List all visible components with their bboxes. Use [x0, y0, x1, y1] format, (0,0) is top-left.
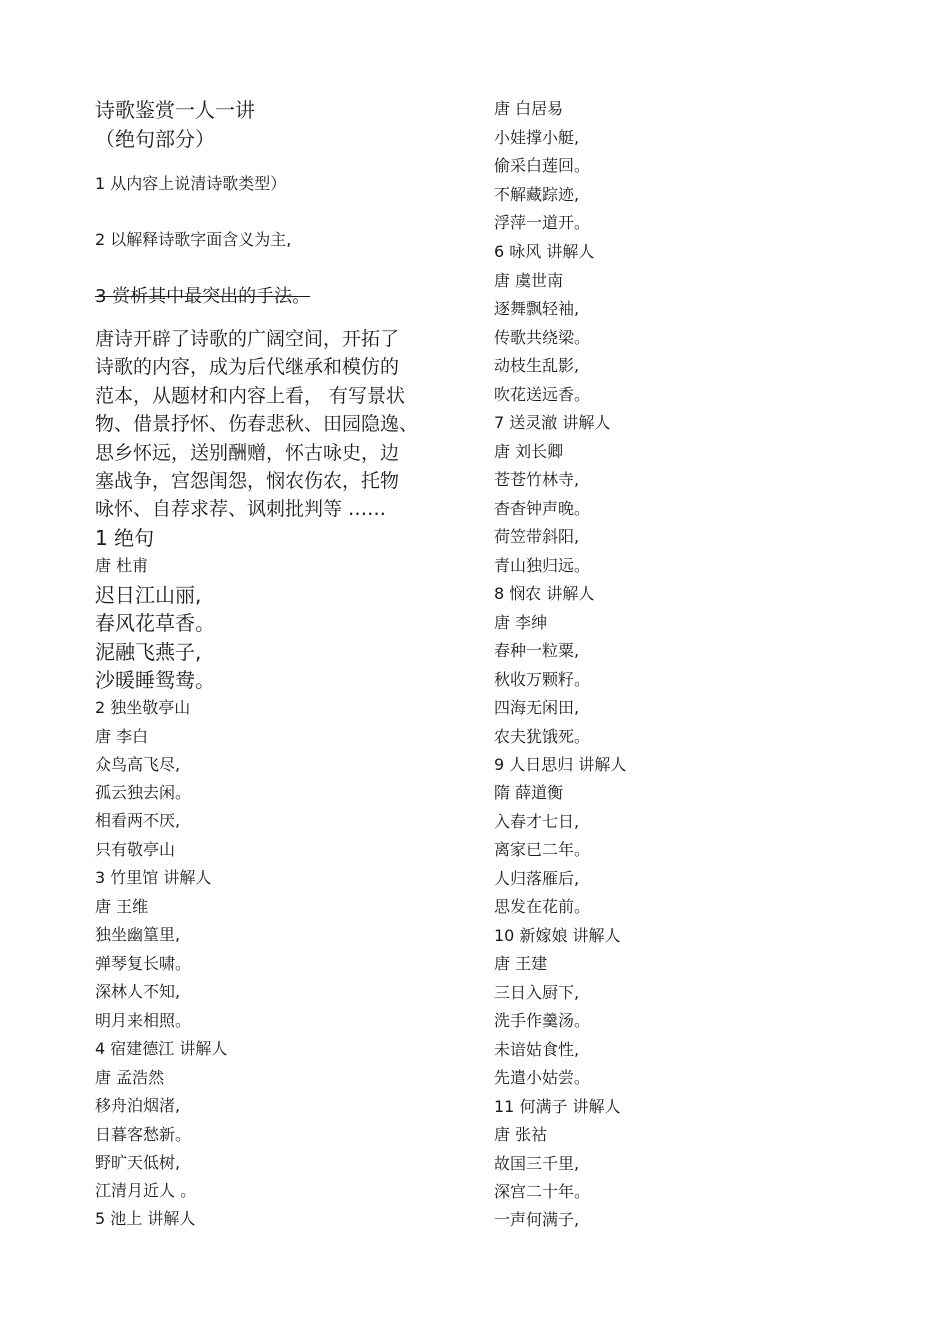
poem-line: 泥融飞燕子, [95, 640, 202, 664]
poem-line: 7 送灵澈 讲解人 [494, 413, 611, 432]
poem-line: 离家已二年。 [494, 840, 591, 859]
poem-line: 故国三千里, [494, 1154, 580, 1173]
poem-line: 日暮客愁新。 [95, 1125, 192, 1144]
instruction-line: 1 从内容上说清诗歌类型） [95, 174, 287, 193]
poem-line: 明月来相照。 [95, 1011, 192, 1030]
instruction-line: 2 以解释诗歌字面含义为主, [95, 230, 292, 249]
poem-line: 只有敬亭山 [95, 840, 176, 859]
poem-line: 野旷天低树, [95, 1153, 181, 1172]
poem-line: 洗手作羹汤。 [494, 1011, 591, 1030]
poem-line: 孤云独去闲。 [95, 783, 192, 802]
poem-line: 不解藏踪迹, [494, 185, 580, 204]
poem-line: 10 新嫁娘 讲解人 [494, 926, 621, 945]
poem-line: 11 何满子 讲解人 [494, 1097, 621, 1116]
poem-line: 入春才七日, [494, 812, 580, 831]
intro-paragraph-line: 范本，从题材和内容上看， 有写景状 [95, 385, 406, 407]
intro-paragraph-line: 物、借景抒怀、伤春悲秋、田园隐逸、 [95, 413, 419, 435]
poem-line: 隋 薛道衡 [494, 783, 564, 802]
poem-line: 1 绝句 [95, 526, 155, 550]
poem-line: 唐 王建 [494, 954, 548, 973]
poem-line: 杳杳钟声晚。 [494, 499, 591, 518]
poem-line: 三日入厨下, [494, 983, 580, 1002]
poem-line: 唐 王维 [95, 897, 149, 916]
poem-line: 苍苍竹林寺, [494, 470, 580, 489]
intro-paragraph-line: 唐诗开辟了诗歌的广阔空间，开拓了 [95, 328, 400, 350]
poem-line: 青山独归远。 [494, 556, 591, 575]
poem-line: 秋收万颗籽。 [494, 670, 591, 689]
poem-line: 5 池上 讲解人 [95, 1209, 196, 1228]
poem-line: 众鸟高飞尽, [95, 755, 181, 774]
poem-line: 6 咏风 讲解人 [494, 242, 595, 261]
poem-line: 唐 白居易 [494, 99, 564, 118]
poem-line: 四海无闲田, [494, 698, 580, 717]
poem-line: 唐 杜甫 [95, 556, 149, 575]
poem-line: 深宫二十年。 [494, 1182, 591, 1201]
poem-line: 未谙姑食性, [494, 1040, 580, 1059]
poem-line: 8 悯农 讲解人 [494, 584, 595, 603]
poem-line: 弹琴复长啸。 [95, 954, 192, 973]
poem-line: 唐 孟浩然 [95, 1068, 165, 1087]
poem-line: 春风花草香。 [95, 611, 215, 635]
poem-line: 唐 张祜 [494, 1125, 548, 1144]
poem-line: 荷笠带斜阳, [494, 527, 580, 546]
poem-line: 独坐幽篁里, [95, 925, 181, 944]
intro-paragraph-line: 诗歌的内容，成为后代继承和模仿的 [95, 356, 400, 378]
poem-line: 深林人不知, [95, 982, 181, 1001]
poem-line: 相看两不厌, [95, 811, 181, 830]
poem-line: 动枝生乱影, [494, 356, 580, 375]
poem-line: 春种一粒粟, [494, 641, 580, 660]
document-title: （绝句部分） [95, 127, 215, 151]
intro-paragraph-line: 塞战争，宫怨闺怨，悯农伤农，托物 [95, 470, 400, 492]
poem-line: 农夫犹饿死。 [494, 727, 591, 746]
poem-line: 先遣小姑尝。 [494, 1068, 591, 1087]
document-title: 诗歌鉴赏一人一讲 [95, 98, 255, 122]
poem-line: 唐 刘长卿 [494, 442, 564, 461]
poem-line: 2 独坐敬亭山 [95, 698, 191, 717]
poem-line: 唐 李白 [95, 727, 149, 746]
poem-line: 9 人日思归 讲解人 [494, 755, 627, 774]
intro-paragraph-line: 咏怀、自荐求荐、讽刺批判等 …… [95, 498, 387, 520]
poem-line: 沙暖睡鸳鸯。 [95, 668, 215, 692]
poem-line: 迟日江山丽, [95, 583, 202, 607]
poem-line: 唐 李绅 [494, 613, 548, 632]
struck-note-line: 3 赏析其中最突出的手法。 [95, 286, 311, 307]
poem-line: 逐舞飘轻袖, [494, 299, 580, 318]
poem-line: 移舟泊烟渚, [95, 1096, 181, 1115]
poem-line: 浮萍一道开。 [494, 213, 591, 232]
poem-line: 人归落雁后, [494, 869, 580, 888]
poem-line: 3 竹里馆 讲解人 [95, 868, 212, 887]
poem-line: 4 宿建德江 讲解人 [95, 1039, 228, 1058]
poem-line: 江清月近人 。 [95, 1181, 197, 1200]
poem-line: 一声何满子, [494, 1210, 580, 1229]
poem-line: 唐 虞世南 [494, 271, 564, 290]
poem-line: 吹花送远香。 [494, 385, 591, 404]
intro-paragraph-line: 思乡怀远，送别酬赠，怀古咏史，边 [95, 442, 400, 464]
poem-line: 传歌共绕梁。 [494, 328, 591, 347]
poem-line: 偷采白莲回。 [494, 156, 591, 175]
poem-line: 思发在花前。 [494, 897, 591, 916]
poem-line: 小娃撑小艇, [494, 128, 580, 147]
